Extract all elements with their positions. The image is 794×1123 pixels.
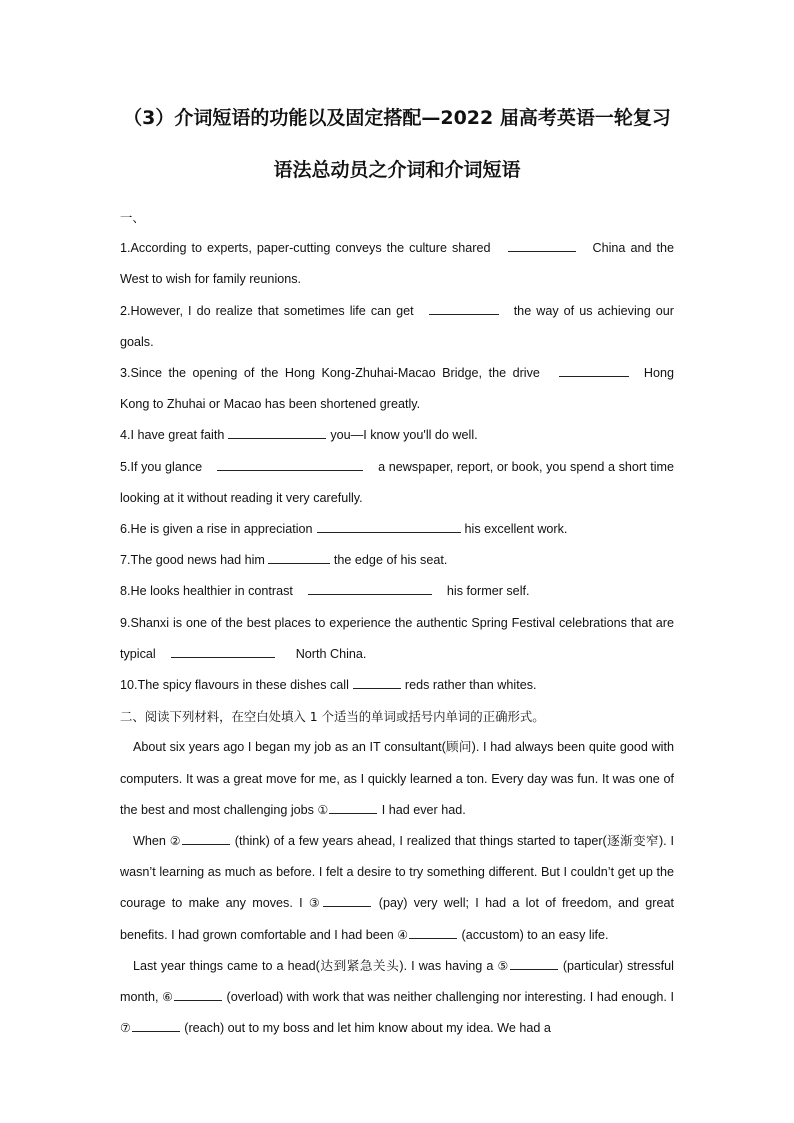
question-10 [120,670,674,701]
paragraph-2-text-b: (think) of a few years ahead, I realized that things started to taper(逐渐变窄). I wasn’t learning as much as before. I felt a desire to try something different. But I couldn’t get up the courage to make any moves. I [120,834,675,911]
question-4-text-before: 4.I have great faith [120,428,225,443]
question-9-text-before: 9.Shanxi is one of the best places to experience the authentic Spring Festival celebrations that are typical [120,615,674,661]
answer-blank-10[interactable] [353,687,401,689]
question-1 [120,233,674,295]
paragraph-2-text-c: (pay) very well; I had a lot of freedom, and great benefits. I had grown comfortable and I had been [120,896,675,942]
question-6 [120,514,674,545]
passage-blank-7[interactable] [132,1030,180,1032]
question-8 [120,576,674,607]
answer-blank-3[interactable] [559,375,629,377]
passage-blank-3[interactable] [323,905,371,907]
answer-blank-1[interactable] [508,250,576,252]
question-6-text-before: 6.He is given a rise in appreciation [120,522,313,537]
paragraph-1-text-b: I had ever had. [378,802,466,817]
passage-blank-6[interactable] [174,999,222,1001]
question-10-text-before: 10.The spicy flavours in these dishes call [120,678,349,693]
answer-blank-7[interactable] [268,562,330,564]
answer-blank-6[interactable] [317,531,461,533]
section-1-heading: 一、 [120,210,145,225]
blank-number-2: ② [169,834,181,849]
blank-number-5: ⑤ [497,958,509,973]
question-4 [120,420,674,451]
passage-blank-1[interactable] [329,812,377,814]
passage-blank-5[interactable] [510,968,558,970]
answer-blank-8[interactable] [308,593,432,595]
question-3-text-after: Hong Kong to Zhuhai or Macao has been shortened greatly. [120,366,674,412]
passage-paragraph-1 [120,732,674,826]
question-1-text-before: 1.According to experts, paper-cutting conveys the culture shared [120,241,491,256]
blank-number-3: ③ [308,896,323,911]
question-2 [120,296,674,358]
question-7-text-after: the edge of his seat. [333,553,448,568]
blank-number-6: ⑥ [162,990,173,1005]
passage-paragraph-2 [120,826,674,951]
question-10-text-after: reds rather than whites. [404,678,537,693]
paragraph-3-text-c: (overload) with work that was neither challenging nor interesting. I had enough. I [222,990,675,1005]
question-7-text-before: 7.The good news had him [120,553,265,568]
question-2-text-after: the way of us achieving our goals. [120,303,674,349]
blank-number-1: ① [317,802,329,817]
passage-paragraph-3 [120,951,674,1045]
question-5-text-before: 5.If you glance [120,459,203,474]
paragraph-2-text-d: (accustom) to an easy life. [458,927,609,942]
blank-number-7: ⑦ [120,1021,131,1036]
answer-blank-5[interactable] [217,469,363,471]
blank-number-4: ④ [397,927,409,942]
question-3 [120,358,674,420]
document-page [120,0,674,1044]
answer-blank-4[interactable] [228,437,326,439]
question-9 [120,608,674,670]
passage-blank-2[interactable] [182,843,230,845]
question-5-text-after: a newspaper, report, or book, you spend a short time looking at it without reading it very carefully. [120,459,674,505]
paragraph-1-text-a: About six years ago I began my job as an IT consultant(顾问). I had always been quite good with computers. It was a great move for me, as I quickly learned a ton. Every day was fun. It was one of the best and most challenging jobs [120,740,674,817]
question-7 [120,545,674,576]
question-9-text-after: North China. [295,646,367,661]
document-body [120,202,674,1044]
paragraph-3-text-d: (reach) out to my boss and let him know about my idea. We had a [180,1021,551,1036]
question-8-text-after: his former self. [446,584,530,599]
document-title-line-1: （3）介词短语的功能以及固定搭配—2022 届高考英语一轮复习 [123,107,671,129]
paragraph-2-text-a: When [133,834,170,849]
question-4-text-after: you—I know you'll do well. [330,428,478,443]
question-1-text-after: China and the West to wish for family reunions. [120,241,674,287]
question-2-text-before: 2.However, I do realize that sometimes life can get [120,303,414,318]
question-5 [120,452,674,514]
question-3-text-before: 3.Since the opening of the Hong Kong-Zhuhai-Macao Bridge, the drive [120,366,540,381]
question-8-text-before: 8.He looks healthier in contrast [120,584,293,599]
question-6-text-after: his excellent work. [464,522,568,537]
paragraph-3-text-b: (particular) stressful month, [120,958,674,1005]
paragraph-3-text-a: Last year things came to a head(达到紧急关头). I was having a [133,958,498,973]
passage-blank-4[interactable] [409,937,457,939]
document-title-line-2: 语法总动员之介词和介词短语 [273,159,521,181]
answer-blank-9[interactable] [171,656,275,658]
answer-blank-2[interactable] [429,313,499,315]
section-2-heading: 二、阅读下列材料，在空白处填入 1 个适当的单词或括号内单词的正确形式。 [120,709,545,725]
